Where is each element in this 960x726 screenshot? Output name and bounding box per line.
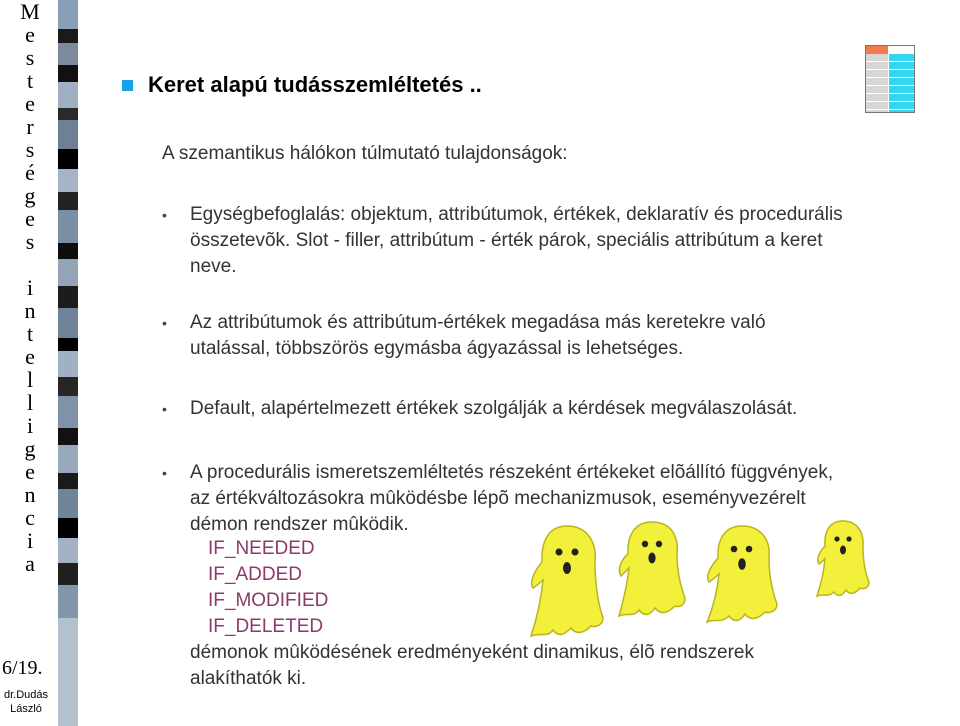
- table-icon: [865, 45, 915, 113]
- slide-title: Keret alapú tudásszemléltetés ..: [148, 72, 482, 97]
- vertical-letter: i: [26, 528, 34, 553]
- ghost-icon: [615, 518, 689, 623]
- demon-item: IF_ADDED: [208, 564, 302, 585]
- bullet-item: [162, 310, 922, 362]
- vertical-letter: M: [20, 0, 40, 24]
- decorative-stripe: [58, 0, 78, 726]
- closing-line: démonok mûködésének eredményeként dinamikus, élõ rendszerek: [190, 642, 754, 663]
- ghost-icon: [703, 522, 781, 630]
- page-number: 6/19.: [2, 657, 43, 679]
- demon-item: IF_MODIFIED: [208, 590, 329, 611]
- vertical-letter: g: [24, 183, 36, 208]
- vertical-letter: e: [25, 459, 35, 484]
- slide-subtitle: A szemantikus hálókon túlmutató tulajdonságok:: [162, 143, 568, 164]
- vertical-letter: s: [25, 229, 35, 254]
- vertical-letter: e: [25, 206, 35, 231]
- vertical-letter: r: [26, 114, 34, 139]
- demon-item: IF_DELETED: [208, 616, 324, 637]
- closing-line: alakíthatók ki.: [190, 668, 307, 689]
- slide-title-row: [122, 72, 482, 98]
- vertical-letter: t: [26, 321, 34, 346]
- vertical-letter: e: [25, 22, 35, 47]
- bullet-line: utalással, többszörös egymásba ágyazással is lehetséges.: [190, 338, 684, 359]
- vertical-letter: e: [25, 344, 35, 369]
- bullet-item: [162, 396, 922, 422]
- vertical-letter: s: [25, 137, 35, 162]
- bullet-line: Egységbefoglalás: objektum, attribútumok, értékek, deklaratív és procedurális: [190, 204, 843, 225]
- demon-item: IF_NEEDED: [208, 538, 315, 559]
- ghost-icon: [527, 522, 607, 644]
- bullet-dot-icon: •: [162, 207, 167, 223]
- vertical-letter: t: [26, 68, 34, 93]
- bullet-dot-icon: •: [162, 315, 167, 331]
- vertical-letter: n: [24, 298, 36, 323]
- vertical-letter: i: [26, 275, 34, 300]
- vertical-letter: g: [24, 436, 36, 461]
- bullet-dot-icon: •: [162, 401, 167, 417]
- vertical-letter: l: [26, 390, 34, 415]
- bullet-line: Default, alapértelmezett értékek szolgálják a kérdések megválaszolását.: [190, 398, 798, 419]
- ghost-icon: [814, 518, 872, 604]
- bullet-item: [162, 202, 922, 280]
- bullet-dot-icon: •: [162, 465, 167, 481]
- closing-text: [190, 640, 754, 692]
- vertical-letter: e: [25, 91, 35, 116]
- square-bullet-icon: [122, 80, 133, 91]
- bullet-line: az értékváltozásokra mûködésbe lépõ mechanizmusok, eseményvezérelt: [190, 488, 806, 509]
- vertical-title: [0, 0, 60, 660]
- bullet-line: neve.: [190, 256, 237, 277]
- vertical-letter: i: [26, 413, 34, 438]
- vertical-letter: s: [25, 45, 35, 70]
- vertical-letter: c: [25, 505, 35, 530]
- vertical-letter: l: [26, 367, 34, 392]
- vertical-letter: n: [24, 482, 36, 507]
- author-label: dr.Dudás László: [3, 689, 49, 715]
- bullet-line: összetevõk. Slot - filler, attribútum - érték párok, speciális attribútum a keret: [190, 230, 823, 251]
- bullet-line: démon rendszer mûködik.: [190, 514, 409, 535]
- vertical-letter: é: [25, 160, 35, 185]
- bullet-line: A procedurális ismeretszemléltetés részeként értékeket elõállító függvények,: [190, 462, 834, 483]
- bullet-line: Az attribútumok és attribútum-értékek megadása más keretekre való: [190, 312, 766, 333]
- vertical-letter: a: [25, 551, 35, 576]
